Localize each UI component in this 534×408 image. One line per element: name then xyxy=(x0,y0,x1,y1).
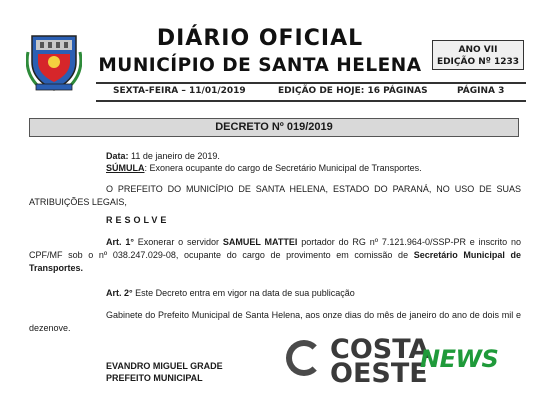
article-1-label: Art. 1° xyxy=(106,237,134,247)
article-1-role: Secretário Municipal de Transportes. xyxy=(29,250,521,273)
summary-label: SÚMULA xyxy=(106,163,145,173)
watermark-costa: COSTA xyxy=(330,334,430,365)
edition-badge xyxy=(432,40,524,70)
year-label: ANO VII xyxy=(458,45,498,55)
article-1-text-b: portador do RG nº 7.121.964-0/SSP-PR e inscrito no CPF/MF sob o nº 038.247.029-08, ocupante do cargo de provimento em comissão de xyxy=(29,237,522,260)
decree-closing: Gabinete do Prefeito Municipal de Santa Helena, aos onze dias do mês de janeiro do ano de dois mil e dezenove. xyxy=(29,310,521,333)
article-2-label: Art. 2° xyxy=(106,288,133,298)
resolve-heading: RESOLVE xyxy=(106,215,170,225)
decree-title: DECRETO Nº 019/2019 xyxy=(29,118,519,137)
date-value: 11 de janeiro de 2019. xyxy=(128,151,220,161)
header-divider-bottom xyxy=(96,100,526,102)
article-1-name: SAMUEL MATTEI xyxy=(222,237,298,247)
page-number: PÁGINA 3 xyxy=(457,86,505,96)
costa-oeste-logo-icon xyxy=(286,340,322,376)
summary-value: : Exonera ocupante do cargo de Secretário Municipal de Transportes. xyxy=(144,163,422,173)
watermark-oeste: OESTE xyxy=(330,358,428,389)
municipality-title: MUNICÍPIO DE SANTA HELENA xyxy=(98,55,422,76)
issue-date: SEXTA-FEIRA – 11/01/2019 xyxy=(113,86,246,96)
article-1-text-a: Exonerar o servidor xyxy=(133,237,223,247)
newspaper-title: DIÁRIO OFICIAL xyxy=(156,26,364,51)
signer-title: PREFEITO MUNICIPAL xyxy=(106,373,203,383)
decree-summary xyxy=(106,162,422,175)
article-1 xyxy=(29,236,521,275)
signer-name: EVANDRO MIGUEL GRADE xyxy=(106,361,223,371)
edition-label: EDIÇÃO Nº 1233 xyxy=(436,57,520,67)
coat-of-arms-icon xyxy=(26,32,82,92)
article-2 xyxy=(106,287,355,300)
date-label: Data: xyxy=(106,151,129,161)
header-divider-top xyxy=(96,82,526,84)
article-2-text: Este Decreto entra em vigor na data de sua publicação xyxy=(132,288,355,298)
page-count: EDIÇÃO DE HOJE: 16 PÁGINAS xyxy=(278,86,428,96)
watermark-news: NEWS xyxy=(420,345,499,373)
decree-preamble: O PREFEITO DO MUNICÍPIO DE SANTA HELENA, ESTADO DO PARANÁ, NO USO DE SUAS ATRIBUIÇÕES LEGAIS, xyxy=(29,184,521,207)
